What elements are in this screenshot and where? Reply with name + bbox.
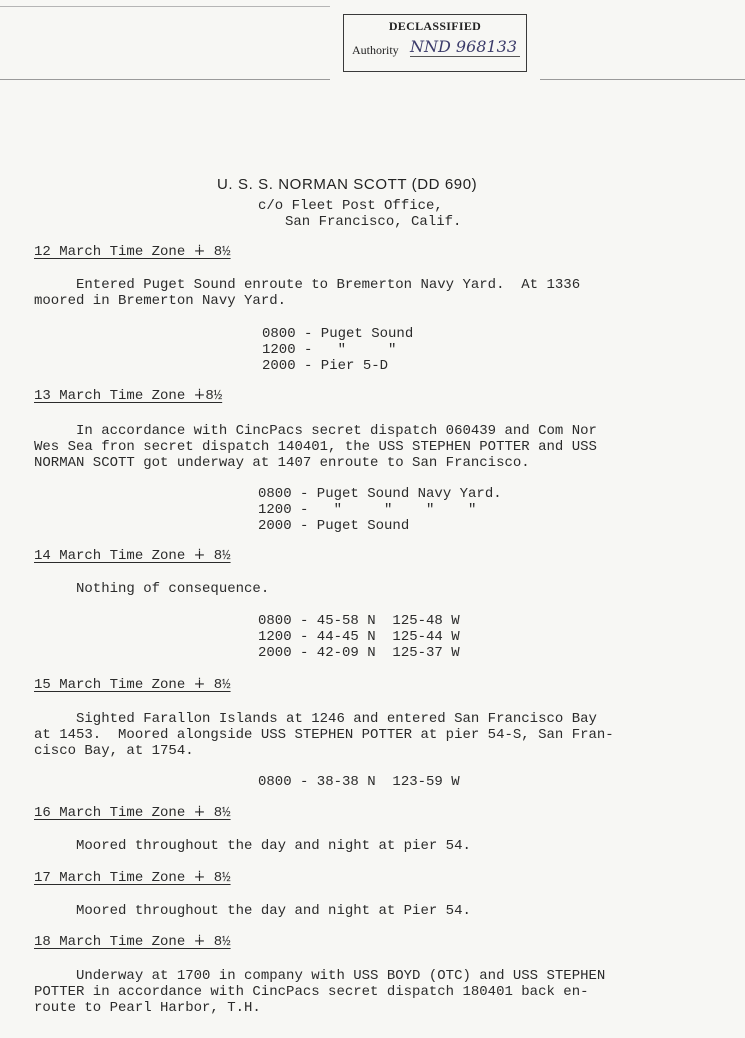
entry-text: Entered Puget Sound enroute to Bremerton Navy Yard. At 1336 moored in Bremerton Navy Yard. [34, 277, 581, 309]
entry-heading: 13 March Time Zone ∔8½ [34, 388, 223, 404]
noon-positions: 0800 - 38-38 N 123-59 W [258, 774, 460, 790]
entry-heading: 14 March Time Zone ∔ 8½ [34, 548, 231, 564]
top-rule-left [0, 79, 330, 80]
address-line-2: San Francisco, Calif. [285, 214, 462, 230]
noon-positions: 0800 - Puget Sound Navy Yard. 1200 - " " " " 2000 - Puget Sound [258, 486, 502, 534]
entry-heading: 12 March Time Zone ∔ 8½ [34, 244, 231, 260]
declassified-stamp [343, 14, 527, 72]
entry-heading: 18 March Time Zone ∔ 8½ [34, 934, 231, 950]
entry-heading: 17 March Time Zone ∔ 8½ [34, 870, 231, 886]
entry-text: Moored throughout the day and night at Pier 54. [34, 903, 471, 919]
stamp-authority-label: Authority [352, 43, 399, 57]
stamp-authority-value: NND 968133 [410, 37, 520, 57]
entry-text: Moored throughout the day and night at pier 54. [34, 838, 471, 854]
entry-text: Underway at 1700 in company with USS BOYD (OTC) and USS STEPHEN POTTER in accordance with CincPacs secret dispatch 180401 back en- route to Pearl Harbor, T.H. [34, 968, 606, 1016]
noon-positions: 0800 - 45-58 N 125-48 W 1200 - 44-45 N 125-44 W 2000 - 42-09 N 125-37 W [258, 613, 460, 661]
stamp-title: DECLASSIFIED [388, 19, 482, 33]
top-faint-rule [0, 6, 330, 7]
entry-heading: 16 March Time Zone ∔ 8½ [34, 805, 231, 821]
entry-text: In accordance with CincPacs secret dispatch 060439 and Com Nor Wes Sea fron secret dispatch 140401, the USS STEPHEN POTTER and USS NORMAN SCOTT got underway at 1407 enroute to San Francisco. [34, 423, 597, 471]
top-rule-right [540, 79, 745, 80]
address-line-1: c/o Fleet Post Office, [258, 198, 443, 214]
entry-text: Sighted Farallon Islands at 1246 and entered San Francisco Bay at 1453. Moored alongside USS STEPHEN POTTER at pier 54-S, San Fran- cisco Bay, at 1754. [34, 711, 614, 759]
entry-text: Nothing of consequence. [34, 581, 270, 597]
entry-heading: 15 March Time Zone ∔ 8½ [34, 677, 231, 693]
noon-positions: 0800 - Puget Sound 1200 - " " 2000 - Pier 5-D [262, 326, 414, 374]
ship-name-heading: U. S. S. NORMAN SCOTT (DD 690) [217, 176, 478, 193]
